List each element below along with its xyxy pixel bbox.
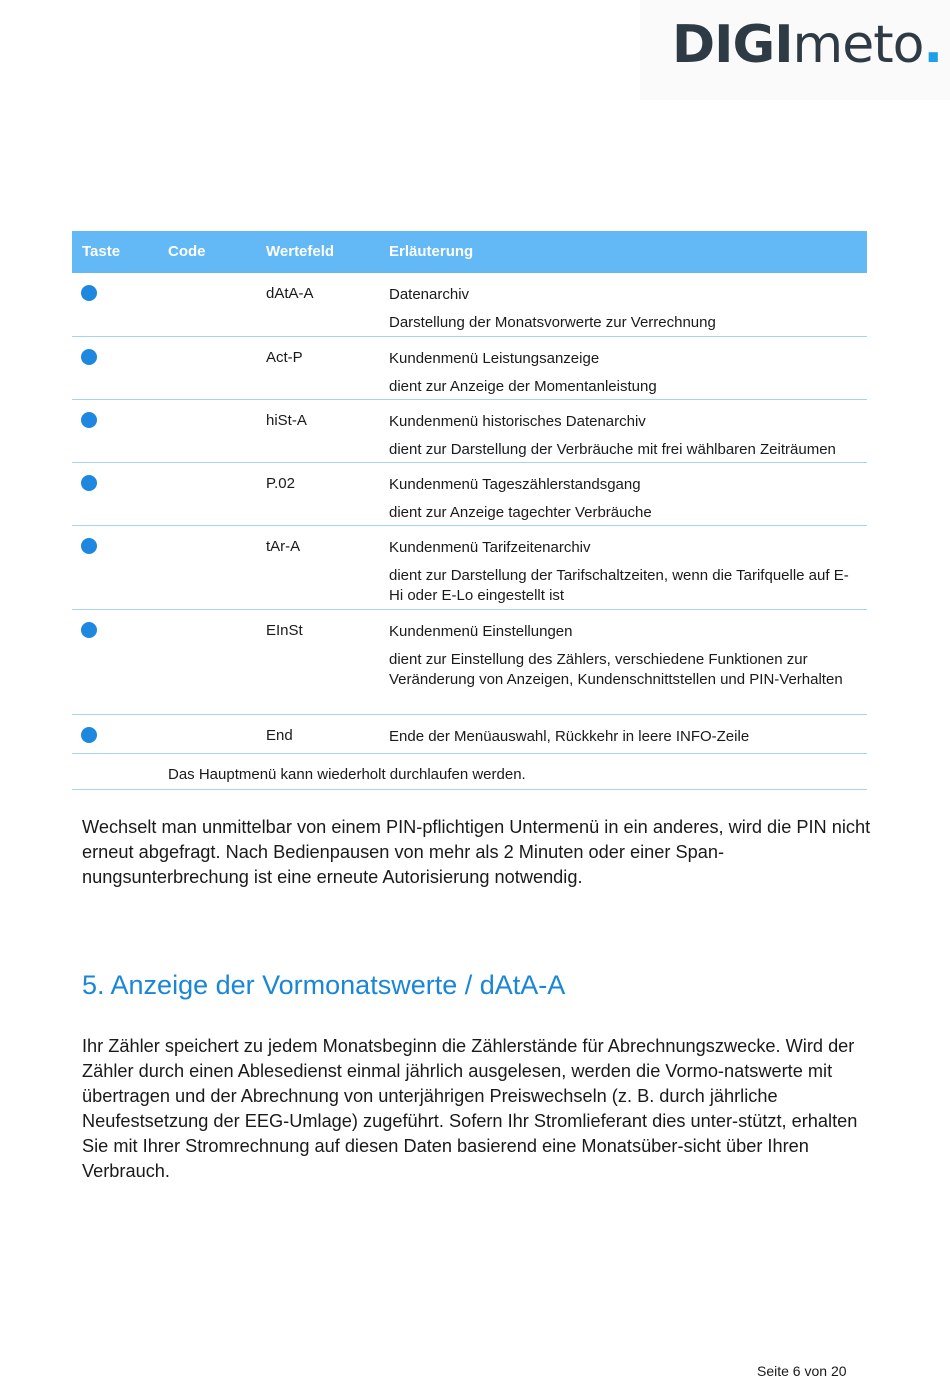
table-row [72, 273, 867, 337]
row-desc: Darstellung der Monatsvorwerte zur Verrechnung [389, 314, 716, 331]
table-header [72, 231, 867, 273]
row-title: Kundenmenü Einstellungen [389, 623, 573, 640]
table-row [72, 463, 867, 526]
header-taste: Taste [82, 243, 121, 260]
section-heading: 5. Anzeige der Vormonatswerte / dAtA-A [82, 970, 566, 1000]
row-desc: dient zur Einstellung des Zählers, verschiedene Funktionen zur Veränderung von Anzeigen, Kundenschnittstellen und PIN-Verhalten [389, 651, 843, 688]
blue-dot-icon [81, 622, 97, 638]
row-title: Kundenmenü historisches Datenarchiv [389, 413, 646, 430]
field-code: P.02 [266, 475, 295, 492]
digimeto-logo [672, 14, 942, 76]
blue-dot-icon [81, 412, 97, 428]
table-note-row [72, 754, 867, 790]
blue-dot-icon [81, 349, 97, 365]
row-desc: dient zur Darstellung der Verbräuche mit frei wählbaren Zeiträumen [389, 441, 836, 458]
section-body: Ihr Zähler speichert zu jedem Monatsbeginn die Zählerstände für Abrechnungszwecke. Wird der Zähler durch einen Ablesedienst einmal jährlich ausgelesen, werden die Vormo-natswerte mit übertragen und der Abrechnung von unterjährigen Preiswechseln (z. B. durch jährliche Neufestsetzung der EEG-Umlage) zugeführt. Sofern Ihr Stromlieferant dies unter-stützt, erhalten Sie mit Ihrer Stromrechnung auf diesen Daten basierend eine Monatsüber-sicht über Ihren Verbrauch. [82, 1036, 858, 1181]
header-wertefeld: Wertefeld [266, 243, 335, 260]
logo-dot: . [923, 15, 943, 75]
blue-dot-icon [81, 285, 97, 301]
row-desc: dient zur Anzeige tagechter Verbräuche [389, 504, 652, 521]
field-code: hiSt-A [266, 412, 307, 429]
logo-bold: DIGI [672, 15, 793, 75]
row-explanation [389, 475, 859, 523]
row-explanation [389, 412, 859, 460]
header-code: Code [168, 243, 206, 260]
field-code: End [266, 727, 293, 744]
row-desc: dient zur Darstellung der Tarifschaltzeiten, wenn die Tarifquelle auf E-Hi oder E-Lo eingestellt ist [389, 567, 849, 604]
field-code: Act-P [266, 349, 303, 366]
page-number: Seite 6 von 20 [757, 1363, 847, 1379]
table-row [72, 400, 867, 463]
blue-dot-icon [81, 475, 97, 491]
field-code: tAr-A [266, 538, 301, 555]
header-erlaeuterung: Erläuterung [389, 243, 474, 260]
row-title: Kundenmenü Tageszählerstandsgang [389, 476, 641, 493]
row-explanation [389, 285, 859, 333]
table-row [72, 337, 867, 400]
row-explanation [389, 727, 859, 747]
table-row [72, 526, 867, 610]
blue-dot-icon [81, 538, 97, 554]
table-row [72, 715, 867, 754]
logo-light: meto [792, 15, 924, 75]
field-code: dAtA-A [266, 285, 314, 302]
row-title: Kundenmenü Leistungsanzeige [389, 350, 600, 367]
row-title: Datenarchiv [389, 286, 470, 303]
row-title: Kundenmenü Tarifzeitenarchiv [389, 539, 591, 556]
row-explanation [389, 538, 859, 606]
row-title: Ende der Menüauswahl, Rückkehr in leere INFO-Zeile [389, 728, 750, 745]
table-row [72, 610, 867, 715]
row-explanation [389, 349, 859, 397]
row-desc: dient zur Anzeige der Momentanleistung [389, 378, 657, 395]
row-explanation [389, 622, 859, 690]
blue-dot-icon [81, 727, 97, 743]
table-note: Das Hauptmenü kann wiederholt durchlaufen werden. [168, 766, 526, 783]
field-code: EInSt [266, 622, 303, 639]
menu-table [72, 231, 867, 790]
pin-paragraph: Wechselt man unmittelbar von einem PIN-pflichtigen Untermenü in ein anderes, wird die PIN nicht erneut abgefragt. Nach Bedienpausen von mehr als 2 Minuten oder einer Span-nungsunterbrechung ist eine erneute Autorisierung notwendig. [82, 817, 871, 887]
